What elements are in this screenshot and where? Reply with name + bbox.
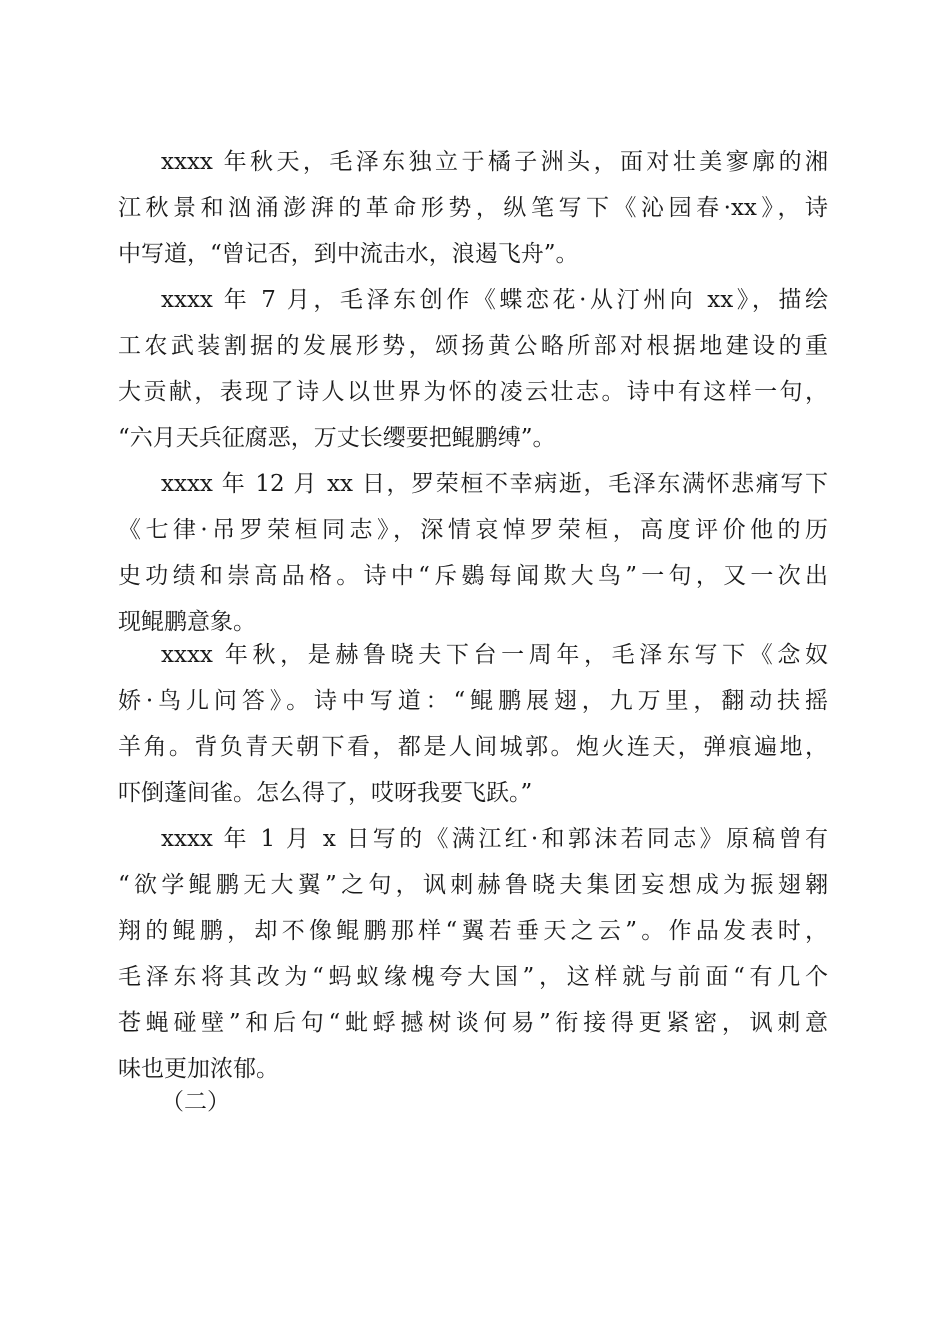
paragraph-line: xxxx 年 1 月 x 日写的《满江红·和郭沫若同志》原稿曾有: [161, 826, 828, 852]
paragraph-line: 吓倒蓬间雀。怎么得了，哎呀我要飞跃。”: [118, 780, 533, 806]
paragraph-line: xxxx 年秋天，毛泽东独立于橘子洲头，面对壮美寥廓的湘: [161, 149, 828, 175]
paragraph-line: 苍蝇碰壁”和后句“蚍蜉撼树谈何易”衔接得更紧密，讽刺意: [118, 1010, 828, 1036]
paragraph-line: 娇·鸟儿问答》。诗中写道：“鲲鹏展翅，九万里，翻动扶摇: [118, 688, 828, 714]
paragraph-line: 史功绩和崇高品格。诗中“斥鷃每闻欺大鸟”一句，又一次出: [118, 563, 828, 589]
paragraph-line: 江秋景和汹涌澎湃的革命形势，纵笔写下《沁园春·xx》，诗: [118, 195, 828, 221]
paragraph-line: 中写道，“曾记否，到中流击水，浪遏飞舟”。: [118, 241, 579, 267]
paragraph-line: xxxx 年秋，是赫鲁晓夫下台一周年，毛泽东写下《念奴: [161, 642, 828, 668]
paragraph-line: 《七律·吊罗荣桓同志》，深情哀悼罗荣桓，高度评价他的历: [118, 517, 828, 543]
paragraph-line: “欲学鲲鹏无大翼”之句，讽刺赫鲁晓夫集团妄想成为振翅翱: [118, 872, 828, 898]
paragraph-line: 大贡献，表现了诗人以世界为怀的凌云壮志。诗中有这样一句，: [118, 379, 828, 405]
paragraph-line: xxxx 年 12 月 xx 日，罗荣桓不幸病逝，毛泽东满怀悲痛写下: [161, 471, 828, 497]
paragraph-line: 毛泽东将其改为“蚂蚁缘槐夸大国”，这样就与前面“有几个: [118, 964, 828, 990]
paragraph-line: “六月天兵征腐恶，万丈长缨要把鲲鹏缚”。: [118, 425, 556, 451]
paragraph-line: 工农武装割据的发展形势，颂扬黄公略所部对根据地建设的重: [118, 333, 828, 359]
section-heading: （二）: [161, 1089, 230, 1115]
paragraph-line: xxxx 年 7 月，毛泽东创作《蝶恋花·从汀州向 xx》，描绘: [161, 287, 828, 313]
paragraph-line: 翔的鲲鹏，却不像鲲鹏那样“翼若垂天之云”。作品发表时，: [118, 918, 828, 944]
paragraph-line: 现鲲鹏意象。: [118, 609, 256, 635]
paragraph-line: 味也更加浓郁。: [118, 1056, 279, 1082]
paragraph-line: 羊角。背负青天朝下看，都是人间城郭。炮火连天，弹痕遍地，: [118, 734, 828, 760]
